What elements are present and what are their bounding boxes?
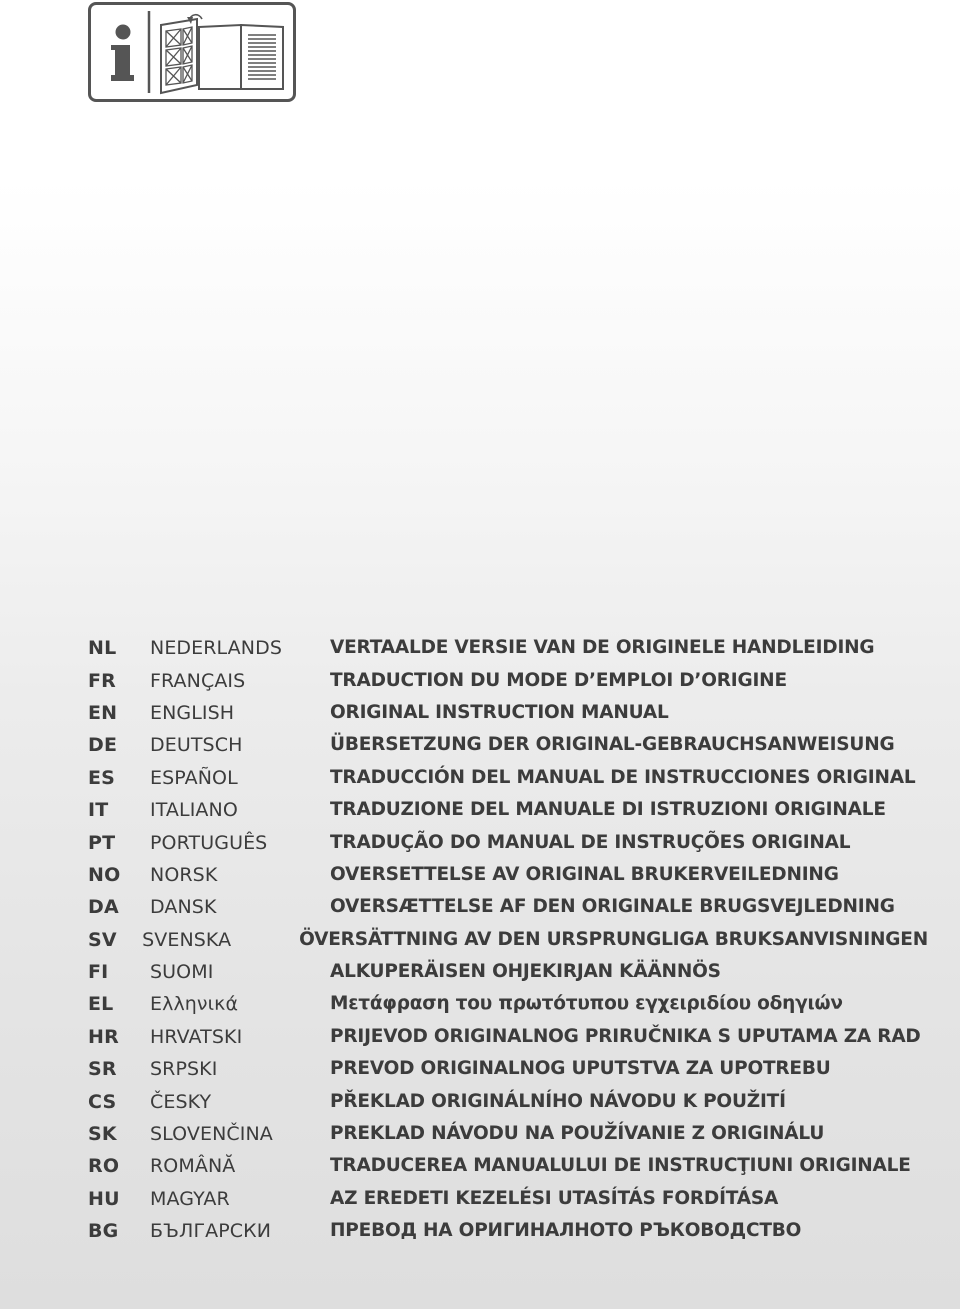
language-name: HRVATSKI <box>150 1025 243 1048</box>
language-code: EN <box>88 701 118 724</box>
manual-title: PREKLAD NÁVODU NA POUŽÍVANIE Z ORIGINÁLU <box>330 1123 825 1145</box>
manual-title: ALKUPERÄISEN OHJEKIRJAN KÄÄNNÖS <box>330 961 721 983</box>
list-item <box>88 697 928 729</box>
language-name: PORTUGUÊS <box>150 831 268 854</box>
language-code: FI <box>88 961 109 984</box>
language-name: FRANÇAIS <box>150 669 246 692</box>
manual-title: VERTAALDE VERSIE VAN DE ORIGINELE HANDLEIDING <box>330 637 875 659</box>
language-name: MAGYAR <box>150 1187 230 1210</box>
list-item <box>88 1215 928 1247</box>
language-name: NORSK <box>150 863 218 886</box>
list-item <box>88 1021 928 1053</box>
language-name: ENGLISH <box>150 701 235 724</box>
language-name: SUOMI <box>150 961 214 984</box>
list-item <box>88 1150 928 1182</box>
manual-title: PRIJEVOD ORIGINALNOG PRIRUČNIKA S UPUTAMA ZA RAD <box>330 1025 921 1047</box>
list-item <box>88 1053 928 1085</box>
list-item <box>88 794 928 826</box>
language-name: SRPSKI <box>150 1058 218 1081</box>
language-code: EL <box>88 993 114 1016</box>
manual-title: ORIGINAL INSTRUCTION MANUAL <box>330 701 669 723</box>
manual-title: TRADUCCIÓN DEL MANUAL DE INSTRUCCIONES ORIGINAL <box>330 766 916 788</box>
manual-title: AZ EREDETI KEZELÉSI UTASÍTÁS FORDÍTÁSA <box>330 1187 779 1209</box>
list-item <box>88 891 928 923</box>
list-item <box>88 988 928 1020</box>
language-name: Ελληνικά <box>150 993 239 1016</box>
language-code: NO <box>88 863 121 886</box>
list-item <box>88 632 928 664</box>
language-code: NL <box>88 637 117 660</box>
language-name: DEUTSCH <box>150 734 243 757</box>
manual-title: TRADUÇÃO DO MANUAL DE INSTRUÇÕES ORIGINAL <box>330 831 851 853</box>
language-name: DANSK <box>150 896 217 919</box>
language-name: ITALIANO <box>150 799 238 822</box>
language-code: IT <box>88 799 109 822</box>
language-code: SR <box>88 1058 117 1081</box>
language-code: CS <box>88 1090 117 1113</box>
list-item <box>88 729 928 761</box>
language-code: DA <box>88 896 119 919</box>
manual-title: PŘEKLAD ORIGINÁLNÍHO NÁVODU K POUŽITÍ <box>330 1090 786 1112</box>
language-code: BG <box>88 1220 119 1243</box>
list-item <box>88 859 928 891</box>
manual-title: TRADUCTION DU MODE D’EMPLOI D’ORIGINE <box>330 669 787 691</box>
manual-title: OVERSÆTTELSE AF DEN ORIGINALE BRUGSVEJLEDNING <box>330 896 895 918</box>
language-name: БЪЛГАРСКИ <box>150 1220 272 1243</box>
language-code: SV <box>88 928 117 951</box>
language-code: SK <box>88 1123 117 1146</box>
language-code: HR <box>88 1025 119 1048</box>
manual-title: ÖVERSÄTTNING AV DEN URSPRUNGLIGA BRUKSANVISNINGEN <box>299 928 928 950</box>
manual-title: PREVOD ORIGINALNOG UPUTSTVA ZA UPOTREBU <box>330 1058 831 1080</box>
manual-title: TRADUZIONE DEL MANUALE DI ISTRUZIONI ORIGINALE <box>330 799 886 821</box>
language-code: DE <box>88 734 118 757</box>
language-name: SVENSKA <box>142 928 232 951</box>
list-item <box>88 956 928 988</box>
manual-title: Μετάφραση του πρωτότυπου εγχειριδίου οδηγιών <box>330 993 843 1015</box>
language-name: ESPAÑOL <box>150 766 238 789</box>
language-name: NEDERLANDS <box>150 637 282 660</box>
language-code: ES <box>88 766 116 789</box>
manual-title: OVERSETTELSE AV ORIGINAL BRUKERVEILEDNING <box>330 863 839 885</box>
list-item <box>88 1118 928 1150</box>
list-item <box>88 762 928 794</box>
info-manual-icon <box>88 2 296 102</box>
manual-title: TRADUCEREA MANUALULUI DE INSTRUCŢIUNI ORIGINALE <box>330 1155 911 1177</box>
list-item <box>88 1183 928 1215</box>
language-name: ČESKY <box>150 1090 212 1113</box>
language-code: PT <box>88 831 116 854</box>
manual-book-icon <box>91 5 293 99</box>
manual-title: ÜBERSETZUNG DER ORIGINAL-GEBRAUCHSANWEISUNG <box>330 734 895 756</box>
list-item <box>88 1085 928 1117</box>
list-item <box>88 664 928 696</box>
list-item <box>88 924 928 956</box>
language-code: HU <box>88 1187 120 1210</box>
language-name: SLOVENČINA <box>150 1123 273 1146</box>
list-item <box>88 826 928 858</box>
language-code: FR <box>88 669 117 692</box>
manual-title: ПРЕВОД НА ОРИГИНАЛНОТО РЪКОВОДСТВО <box>330 1220 802 1242</box>
language-name: ROMÂNĂ <box>150 1155 236 1178</box>
language-list <box>88 632 928 1247</box>
language-code: RO <box>88 1155 120 1178</box>
